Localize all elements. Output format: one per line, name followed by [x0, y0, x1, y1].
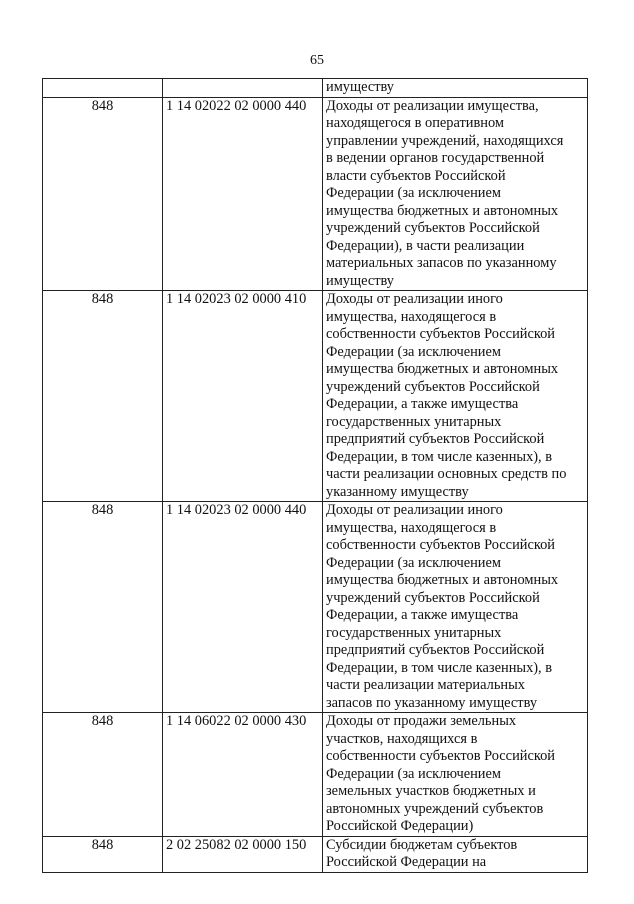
table-row — [43, 713, 588, 837]
revenue-name-line: учреждений субъектов Российской — [326, 589, 540, 606]
revenue-name-line: имущества бюджетных и автономных — [326, 572, 559, 588]
revenue-name-line: в ведении органов государственной — [326, 150, 545, 166]
revenue-name-line: предприятий субъектов Российской — [326, 642, 545, 658]
revenue-name-line: Федерации, а также имущества — [326, 607, 519, 623]
revenue-name-line: материальных запасов по указанному — [326, 255, 557, 271]
revenue-name-line: власти субъектов Российской — [326, 167, 506, 184]
revenue-name-line: Федерации (за исключением — [326, 765, 502, 782]
admin-code-cell: 848 — [43, 502, 163, 713]
revenue-name-line: имуществу — [326, 272, 395, 289]
revenue-name-line: Российской Федерации) — [326, 818, 474, 834]
revenue-name-line: Доходы от продажи земельных — [326, 713, 517, 729]
revenue-name-line: имуществу — [326, 79, 395, 95]
revenue-name-line: собственности субъектов Российской — [326, 748, 556, 764]
revenue-name-line: государственных унитарных — [326, 413, 502, 430]
revenue-name-line: собственности субъектов Российской — [326, 326, 556, 342]
budget-code-cell — [163, 79, 323, 98]
table-row — [43, 97, 588, 291]
revenue-name-line: государственных унитарных — [326, 624, 502, 641]
revenue-name-cell — [323, 836, 588, 872]
revenue-name-line: Доходы от реализации иного — [326, 502, 503, 518]
revenue-name-line: находящегося в оперативном — [326, 115, 505, 131]
revenue-name-line: Российской Федерации на — [326, 854, 487, 870]
budget-code-cell: 1 14 02023 02 0000 410 — [163, 291, 323, 502]
revenue-name-line: Федерации (за исключением — [326, 185, 502, 201]
revenue-name-cell — [323, 713, 588, 837]
revenue-name-line: автономных учреждений субъектов — [326, 800, 544, 817]
revenue-name-line: предприятий субъектов Российской — [326, 431, 545, 447]
revenue-name-line: части реализации материальных — [326, 677, 525, 693]
table-row — [43, 291, 588, 502]
revenue-name-line: указанному имуществу — [326, 483, 469, 500]
revenue-name-line: Федерации, в том числе казенных), в — [326, 448, 553, 465]
revenue-name-line: участков, находящихся в — [326, 730, 478, 747]
revenue-name-line: учреждений субъектов Российской — [326, 378, 540, 395]
table-row — [43, 836, 588, 872]
admin-code-cell — [43, 79, 163, 98]
revenue-name-line: Доходы от реализации иного — [326, 291, 503, 307]
budget-classification-table — [42, 78, 588, 873]
revenue-name-line: запасов по указанному имуществу — [326, 694, 538, 711]
admin-code-cell: 848 — [43, 836, 163, 872]
revenue-name-line: Федерации (за исключением — [326, 554, 502, 571]
table-row — [43, 502, 588, 713]
revenue-name-line: имущества, находящегося в — [326, 308, 497, 325]
revenue-name-line: Федерации), в части реализации — [326, 237, 525, 254]
revenue-name-line: земельных участков бюджетных и — [326, 783, 536, 799]
table-row-continued — [43, 79, 588, 98]
page-number: 65 — [310, 53, 324, 68]
revenue-name-line: имущества бюджетных и автономных — [326, 361, 559, 377]
revenue-name-cell — [323, 97, 588, 291]
revenue-name-line: собственности субъектов Российской — [326, 537, 556, 553]
revenue-name-line: Федерации, в том числе казенных), в — [326, 659, 553, 676]
admin-code-cell: 848 — [43, 291, 163, 502]
revenue-name-line: части реализации основных средств по — [326, 466, 567, 482]
budget-code-cell: 2 02 25082 02 0000 150 — [163, 836, 323, 872]
revenue-name-line: имущества, находящегося в — [326, 519, 497, 536]
budget-code-cell: 1 14 02022 02 0000 440 — [163, 97, 323, 291]
budget-code-cell: 1 14 02023 02 0000 440 — [163, 502, 323, 713]
revenue-name-line: Субсидии бюджетам субъектов — [326, 836, 518, 853]
revenue-name-cell — [323, 79, 588, 98]
revenue-name-cell — [323, 502, 588, 713]
revenue-name-line: имущества бюджетных и автономных — [326, 202, 559, 219]
revenue-name-line: Федерации (за исключением — [326, 343, 502, 360]
revenue-name-line: Доходы от реализации имущества, — [326, 97, 539, 114]
revenue-name-line: учреждений субъектов Российской — [326, 220, 540, 236]
revenue-name-line: управлении учреждений, находящихся — [326, 132, 564, 149]
admin-code-cell: 848 — [43, 713, 163, 837]
admin-code-cell: 848 — [43, 97, 163, 291]
revenue-name-line: Федерации, а также имущества — [326, 396, 519, 412]
budget-code-cell: 1 14 06022 02 0000 430 — [163, 713, 323, 837]
revenue-name-cell — [323, 291, 588, 502]
